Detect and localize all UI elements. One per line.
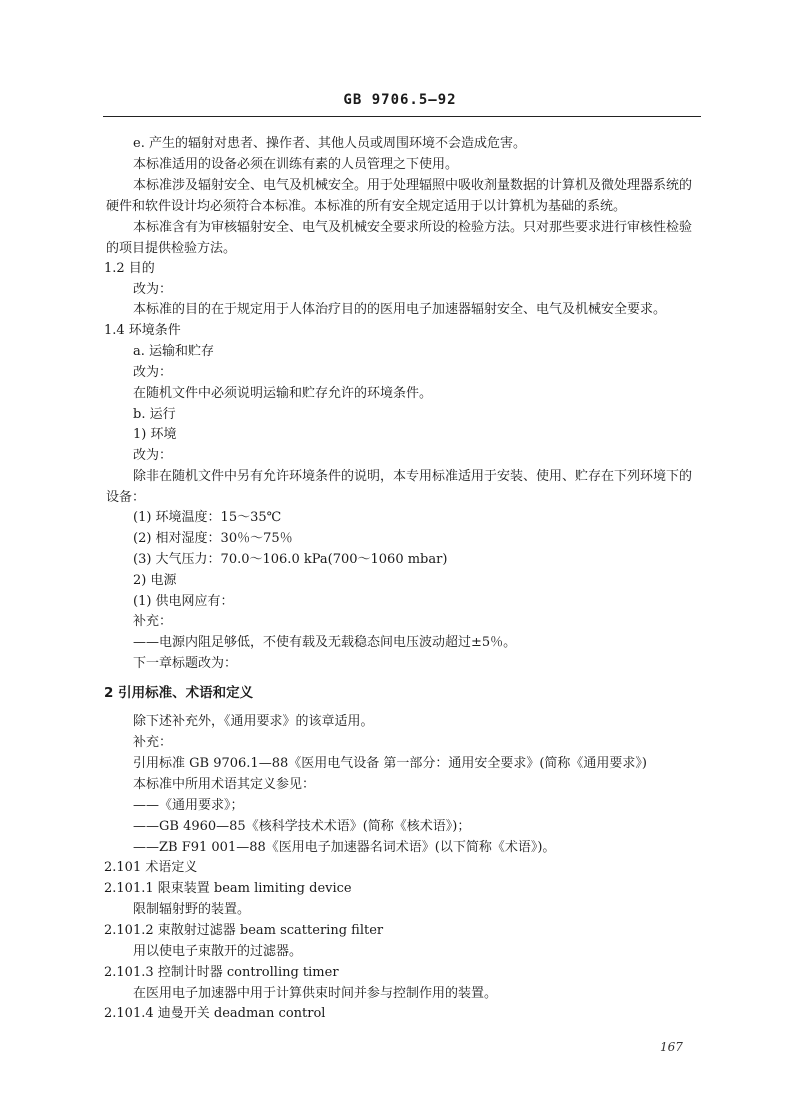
text-line: 设备：: [106, 490, 146, 505]
page-number: 167: [660, 1040, 683, 1054]
term-heading: 2.101.3 控制计时器 controlling timer: [104, 965, 339, 980]
text-line: 下一章标题改为：: [133, 656, 238, 671]
text-line: 除非在随机文件中另有允许环境条件的说明，本专用标准适用于安装、使用、贮存在下列环境下的: [133, 469, 693, 484]
text-line: ——ZB F91 001—88《医用电子加速器名词术语》(以下简称《术语》)。: [133, 840, 556, 855]
document-number-header: GB 9706.5—92: [343, 92, 457, 108]
term-heading: 2.101.1 限束装置 beam limiting device: [104, 881, 352, 896]
text-line: 本标准适用的设备必须在训练有素的人员管理之下使用。: [133, 157, 459, 172]
text-line: 本标准涉及辐射安全、电气及机械安全。用于处理辐照中吸收剂量数据的计算机及微处理器系统的: [133, 178, 693, 193]
text-line: 本标准的目的在于规定用于人体治疗目的的医用电子加速器辐射安全、电气及机械安全要求。: [133, 302, 667, 317]
text-line: 引用标准 GB 9706.1—88《医用电气设备 第一部分：通用安全要求》(简称《通用要求》): [133, 756, 648, 771]
text-line: ——《通用要求》；: [133, 798, 244, 813]
term-heading: 2.101.4 迪曼开关 deadman control: [104, 1006, 326, 1021]
section-heading: 1.2 目的: [104, 261, 155, 276]
text-line: 补充：: [133, 614, 173, 629]
text-line: ——电源内阻足够低，不使有载及无载稳态间电压波动超过±5％。: [133, 635, 517, 650]
section-heading: 2.101 术语定义: [104, 860, 198, 875]
text-line: 补充：: [133, 735, 173, 750]
text-line: (1) 供电网应有：: [133, 594, 234, 609]
text-line: 本标准含有为审核辐射安全、电气及机械安全要求所设的检验方法。只对那些要求进行审核性检验: [133, 220, 693, 235]
text-line: 在随机文件中必须说明运输和贮存允许的环境条件。: [133, 386, 433, 401]
text-line: 本标准中所用术语其定义参见：: [133, 777, 316, 792]
text-line: 改为：: [133, 448, 173, 463]
text-line: ——GB 4960—85《核科学技术术语》(简称《核术语》)；: [133, 819, 471, 834]
text-line: 改为：: [133, 365, 173, 380]
text-line: 2) 电源: [133, 573, 177, 588]
text-line: 限制辐射野的装置。: [133, 902, 251, 917]
text-line: b. 运行: [133, 407, 176, 422]
text-line: (1) 环境温度：15～35℃: [133, 510, 282, 525]
text-line: 用以使电子束散开的过滤器。: [133, 944, 303, 959]
text-line: 的项目提供检验方法。: [106, 241, 237, 256]
text-line: a. 运输和贮存: [133, 344, 215, 359]
text-line: e. 产生的辐射对患者、操作者、其他人员或周围环境不会造成危害。: [133, 136, 526, 151]
text-line: 改为：: [133, 282, 173, 297]
text-line: 硬件和软件设计均必须符合本标准。本标准的所有安全规定适用于以计算机为基础的系统。: [106, 199, 627, 214]
text-line: (2) 相对湿度：30％～75％: [133, 531, 293, 546]
header-rule: [103, 116, 701, 117]
term-heading: 2.101.2 束散射过滤器 beam scattering filter: [104, 923, 384, 938]
section-heading: 1.4 环境条件: [104, 323, 181, 338]
text-line: 在医用电子加速器中用于计算供束时间并参与控制作用的装置。: [133, 986, 498, 1001]
text-line: 除下述补充外，《通用要求》的该章适用。: [133, 714, 374, 729]
text-line: 1) 环境: [133, 427, 177, 442]
text-line: (3) 大气压力：70.0～106.0 kPa(700～1060 mbar): [133, 552, 448, 567]
chapter-heading: 2 引用标准、术语和定义: [104, 685, 254, 701]
